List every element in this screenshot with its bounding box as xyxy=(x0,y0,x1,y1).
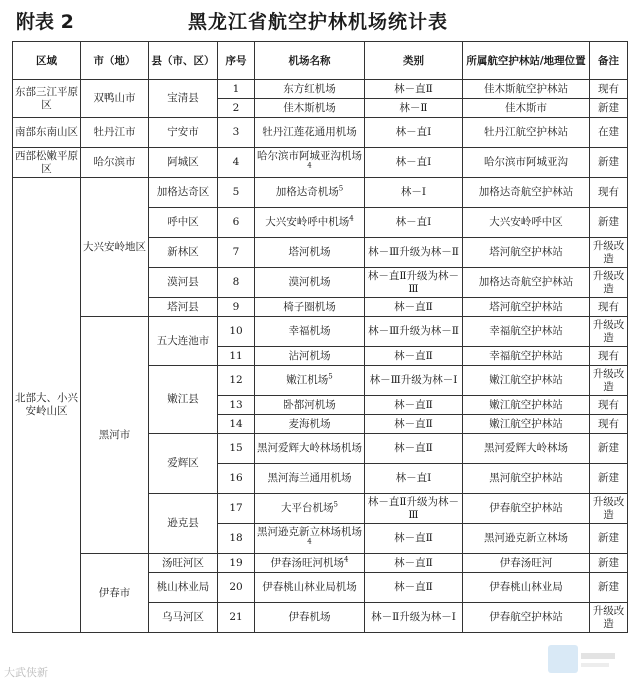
county-cell: 塔河县 xyxy=(149,298,218,317)
watermark-logo-icon xyxy=(548,645,618,681)
station-cell: 加格达奇航空护林站 xyxy=(463,268,590,298)
seq-cell: 20 xyxy=(218,573,255,603)
table-row xyxy=(13,118,628,148)
station-cell: 大兴安岭呼中区 xyxy=(463,208,590,238)
seq-cell: 11 xyxy=(218,347,255,366)
note-cell: 新建 xyxy=(590,464,628,494)
category-cell: 林－直Ⅱ xyxy=(365,347,463,366)
seq-cell: 19 xyxy=(218,554,255,573)
category-cell: 林－直Ⅱ xyxy=(365,80,463,99)
table-row xyxy=(13,148,628,178)
appendix-label: 附表 2 xyxy=(16,11,74,33)
county-cell: 嫩江县 xyxy=(149,366,218,434)
county-cell: 阿城区 xyxy=(149,148,218,178)
airport-name-cell: 东方红机场 xyxy=(255,80,365,99)
note-cell: 现有 xyxy=(590,80,628,99)
city-cell: 伊春市 xyxy=(81,554,149,633)
county-cell: 漠河县 xyxy=(149,268,218,298)
seq-cell: 21 xyxy=(218,603,255,633)
airport-name-cell: 椅子圈机场 xyxy=(255,298,365,317)
station-cell: 伊春航空护林站 xyxy=(463,494,590,524)
airport-name-cell: 大平台机场$^5$ xyxy=(255,494,365,524)
station-cell: 伊春桃山林业局 xyxy=(463,573,590,603)
airport-name-cell: 牡丹江莲花通用机场 xyxy=(255,118,365,148)
col-header-note: 备注 xyxy=(590,42,628,80)
seq-cell: 5 xyxy=(218,178,255,208)
category-cell: 林－直Ⅱ xyxy=(365,396,463,415)
note-cell: 现有 xyxy=(590,415,628,434)
station-cell: 伊春航空护林站 xyxy=(463,603,590,633)
seq-cell: 9 xyxy=(218,298,255,317)
note-cell: 新建 xyxy=(590,434,628,464)
station-cell: 黑河爱辉大岭林场 xyxy=(463,434,590,464)
note-cell: 升级改造 xyxy=(590,603,628,633)
county-cell: 五大连池市 xyxy=(149,317,218,366)
header-row xyxy=(13,42,628,80)
table-row xyxy=(13,554,628,573)
category-cell: 林－Ⅲ升级为林－Ⅱ xyxy=(365,238,463,268)
category-cell: 林－直Ⅰ xyxy=(365,464,463,494)
category-cell: 林－直Ⅱ xyxy=(365,573,463,603)
category-cell: 林－直Ⅱ xyxy=(365,434,463,464)
page-title: 黑龙江省航空护林机场统计表 xyxy=(188,11,449,33)
note-cell: 升级改造 xyxy=(590,317,628,347)
note-cell: 现有 xyxy=(590,298,628,317)
city-cell: 黑河市 xyxy=(81,317,149,554)
county-cell: 宝清县 xyxy=(149,80,218,118)
seq-cell: 18 xyxy=(218,524,255,554)
category-cell: 林－直Ⅱ xyxy=(365,415,463,434)
category-cell: 林－Ⅲ升级为林－Ⅱ xyxy=(365,317,463,347)
airport-name-cell: 伊春桃山林业局机场 xyxy=(255,573,365,603)
note-cell: 现有 xyxy=(590,396,628,415)
seq-cell: 1 xyxy=(218,80,255,99)
seq-cell: 3 xyxy=(218,118,255,148)
col-header-airport-name: 机场名称 xyxy=(255,42,365,80)
station-cell: 幸福航空护林站 xyxy=(463,317,590,347)
airport-name-cell: 麦海机场 xyxy=(255,415,365,434)
airport-name-cell: 加格达奇机场$^5$ xyxy=(255,178,365,208)
note-cell: 升级改造 xyxy=(590,238,628,268)
county-cell: 逊克县 xyxy=(149,494,218,554)
seq-cell: 16 xyxy=(218,464,255,494)
station-cell: 佳木斯市 xyxy=(463,99,590,118)
category-cell: 林－Ⅱ xyxy=(365,99,463,118)
station-cell: 伊春汤旺河 xyxy=(463,554,590,573)
col-header-seq: 序号 xyxy=(218,42,255,80)
city-cell: 双鸭山市 xyxy=(81,80,149,118)
category-cell: 林－直Ⅱ xyxy=(365,298,463,317)
watermark-text: 大武侠新 xyxy=(4,666,48,679)
seq-cell: 6 xyxy=(218,208,255,238)
col-header-region: 区域 xyxy=(13,42,81,80)
note-cell: 升级改造 xyxy=(590,268,628,298)
station-cell: 塔河航空护林站 xyxy=(463,238,590,268)
seq-cell: 2 xyxy=(218,99,255,118)
col-header-county: 县（市、区） xyxy=(149,42,218,80)
category-cell: 林－直Ⅱ xyxy=(365,554,463,573)
note-cell: 升级改造 xyxy=(590,366,628,396)
page-header xyxy=(0,0,640,40)
county-cell: 爱辉区 xyxy=(149,434,218,494)
airport-name-cell: 沾河机场 xyxy=(255,347,365,366)
city-cell: 哈尔滨市 xyxy=(81,148,149,178)
note-cell: 新建 xyxy=(590,524,628,554)
county-cell: 宁安市 xyxy=(149,118,218,148)
category-cell: 林－直Ⅱ升级为林－Ⅲ xyxy=(365,268,463,298)
table-row xyxy=(13,178,628,208)
seq-cell: 12 xyxy=(218,366,255,396)
county-cell: 桃山林业局 xyxy=(149,573,218,603)
station-cell: 嫩江航空护林站 xyxy=(463,366,590,396)
region-cell: 东部三江平原区 xyxy=(13,80,81,118)
region-cell: 北部大、小兴安岭山区 xyxy=(13,178,81,633)
note-cell: 新建 xyxy=(590,148,628,178)
category-cell: 林－Ⅰ xyxy=(365,178,463,208)
airport-name-cell: 黑河海兰通用机场 xyxy=(255,464,365,494)
seq-cell: 14 xyxy=(218,415,255,434)
station-cell: 加格达奇航空护林站 xyxy=(463,178,590,208)
note-cell: 新建 xyxy=(590,573,628,603)
station-cell: 佳木斯航空护林站 xyxy=(463,80,590,99)
note-cell: 新建 xyxy=(590,208,628,238)
note-cell: 新建 xyxy=(590,554,628,573)
county-cell: 加格达奇区 xyxy=(149,178,218,208)
airport-name-cell: 黑河爱辉大岭林场机场 xyxy=(255,434,365,464)
note-cell: 现有 xyxy=(590,178,628,208)
table-row xyxy=(13,317,628,347)
col-header-category: 类别 xyxy=(365,42,463,80)
category-cell: 林－直Ⅱ xyxy=(365,524,463,554)
airport-name-cell: 大兴安岭呼中机场$^4$ xyxy=(255,208,365,238)
airport-stats-table xyxy=(12,41,628,633)
station-cell: 哈尔滨市阿城亚沟 xyxy=(463,148,590,178)
station-cell: 黑河航空护林站 xyxy=(463,464,590,494)
seq-cell: 15 xyxy=(218,434,255,464)
county-cell: 乌马河区 xyxy=(149,603,218,633)
airport-name-cell: 卧都河机场 xyxy=(255,396,365,415)
station-cell: 牡丹江航空护林站 xyxy=(463,118,590,148)
county-cell: 汤旺河区 xyxy=(149,554,218,573)
category-cell: 林－Ⅲ升级为林－Ⅰ xyxy=(365,366,463,396)
category-cell: 林－直Ⅰ xyxy=(365,118,463,148)
region-cell: 南部东南山区 xyxy=(13,118,81,148)
city-cell: 牡丹江市 xyxy=(81,118,149,148)
table-row xyxy=(13,80,628,99)
county-cell: 呼中区 xyxy=(149,208,218,238)
airport-name-cell: 哈尔滨市阿城亚沟机场$^4$ xyxy=(255,148,365,178)
category-cell: 林－直Ⅱ升级为林－Ⅲ xyxy=(365,494,463,524)
station-cell: 嫩江航空护林站 xyxy=(463,396,590,415)
airport-name-cell: 黑河逊克新立林场机场$^4$ xyxy=(255,524,365,554)
airport-name-cell: 嫩江机场$^5$ xyxy=(255,366,365,396)
airport-name-cell: 塔河机场 xyxy=(255,238,365,268)
region-cell: 西部松嫩平原区 xyxy=(13,148,81,178)
note-cell: 新建 xyxy=(590,99,628,118)
col-header-city: 市（地） xyxy=(81,42,149,80)
airport-name-cell: 伊春机场 xyxy=(255,603,365,633)
seq-cell: 13 xyxy=(218,396,255,415)
seq-cell: 8 xyxy=(218,268,255,298)
station-cell: 黑河逊克新立林场 xyxy=(463,524,590,554)
seq-cell: 17 xyxy=(218,494,255,524)
seq-cell: 10 xyxy=(218,317,255,347)
category-cell: 林－直Ⅰ xyxy=(365,148,463,178)
category-cell: 林－Ⅱ升级为林－Ⅰ xyxy=(365,603,463,633)
station-cell: 塔河航空护林站 xyxy=(463,298,590,317)
airport-name-cell: 佳木斯机场 xyxy=(255,99,365,118)
station-cell: 幸福航空护林站 xyxy=(463,347,590,366)
seq-cell: 4 xyxy=(218,148,255,178)
station-cell: 嫩江航空护林站 xyxy=(463,415,590,434)
note-cell: 现有 xyxy=(590,347,628,366)
col-header-station: 所属航空护林站/地理位置 xyxy=(463,42,590,80)
airport-name-cell: 伊春汤旺河机场$^4$ xyxy=(255,554,365,573)
airport-name-cell: 漠河机场 xyxy=(255,268,365,298)
city-cell: 大兴安岭地区 xyxy=(81,178,149,317)
note-cell: 在建 xyxy=(590,118,628,148)
airport-name-cell: 幸福机场 xyxy=(255,317,365,347)
seq-cell: 7 xyxy=(218,238,255,268)
county-cell: 新林区 xyxy=(149,238,218,268)
note-cell: 升级改造 xyxy=(590,494,628,524)
category-cell: 林－直Ⅰ xyxy=(365,208,463,238)
